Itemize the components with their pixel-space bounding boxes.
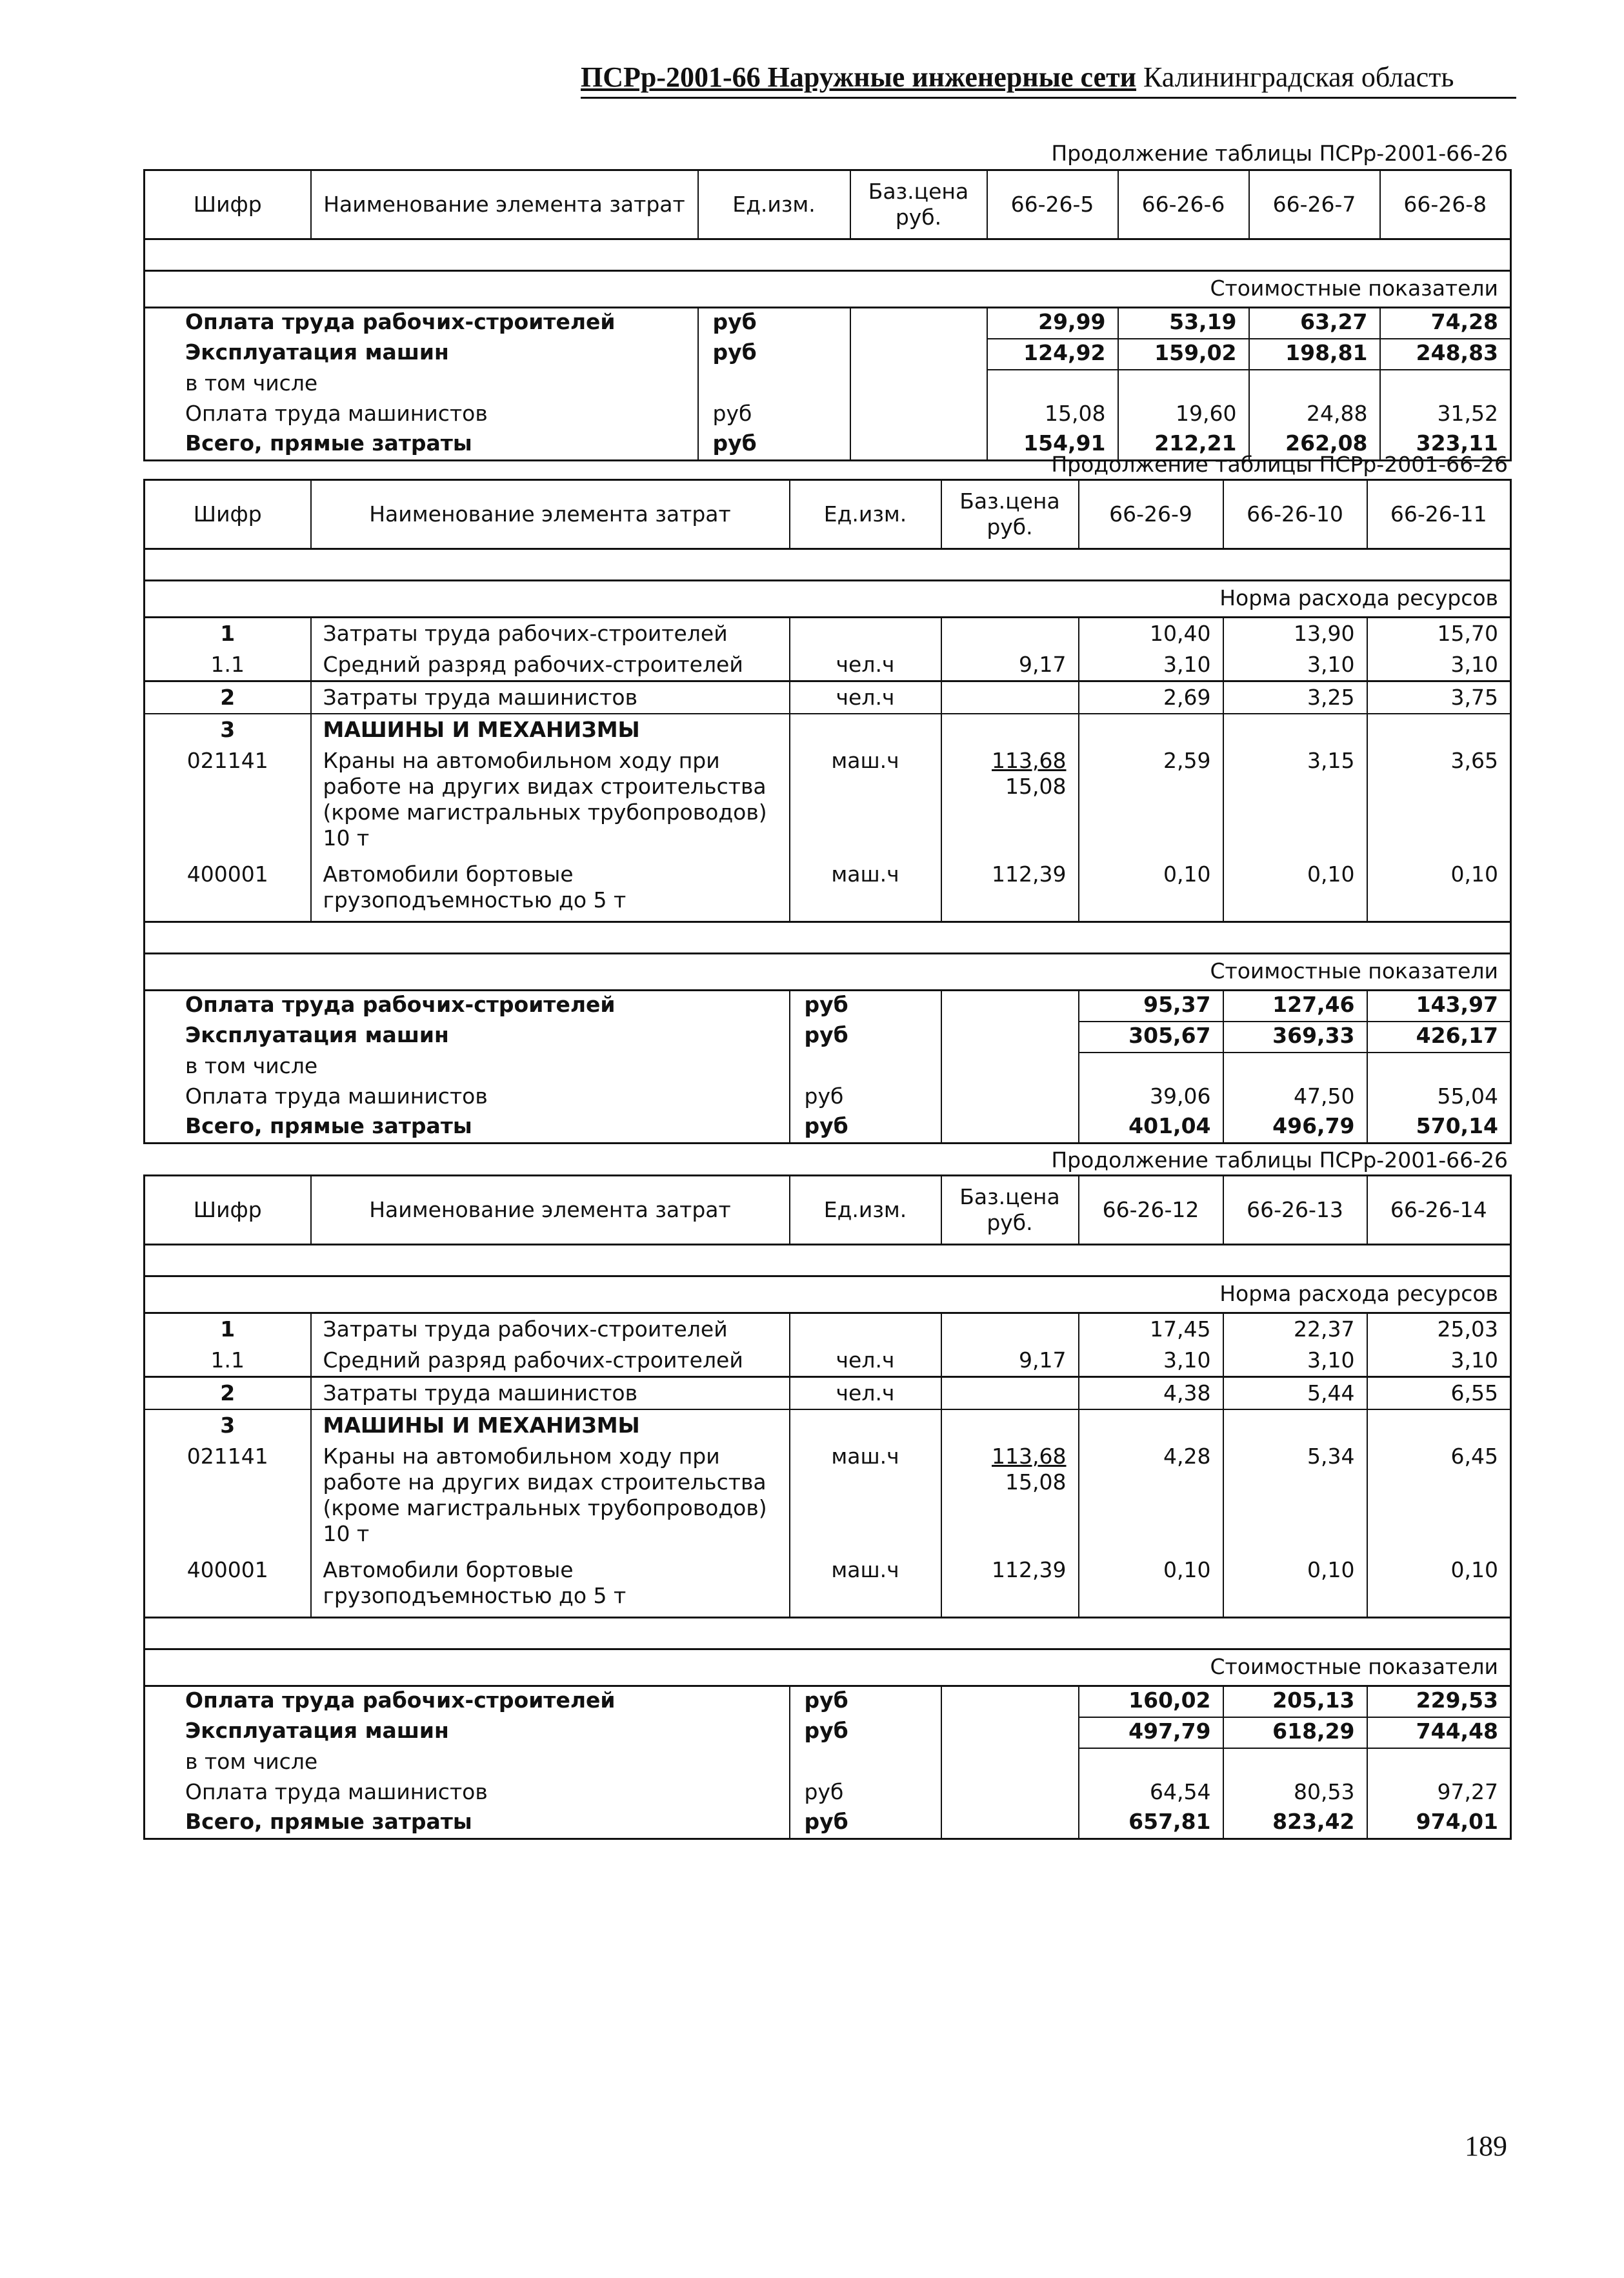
row-code: 1 xyxy=(145,1313,311,1346)
row-value xyxy=(1079,1409,1223,1441)
row-price-machinist: 15,08 xyxy=(1005,1469,1067,1495)
table1-header-row xyxy=(145,170,1511,239)
row-price xyxy=(941,649,1079,681)
row-name: МАШИНЫ И МЕХАНИЗМЫ xyxy=(311,714,790,745)
row-value: 5,44 xyxy=(1223,1377,1367,1410)
table2-blank-row-2 xyxy=(145,922,1511,954)
summary-price xyxy=(850,400,987,430)
summary-value xyxy=(1223,1053,1367,1083)
row-name: Средний разряд рабочих-строителей xyxy=(311,1345,790,1377)
summary-value: 29,99 xyxy=(987,308,1118,339)
row-value: 4,38 xyxy=(1079,1377,1223,1410)
blank-cell xyxy=(145,1245,1511,1276)
row-value: 0,10 xyxy=(1079,1555,1223,1618)
summary-value: 47,50 xyxy=(1223,1083,1367,1113)
summary-value: 212,21 xyxy=(1118,430,1249,461)
table2-summary xyxy=(145,991,1511,1144)
header-code: ПСРр-2001-66 Наружные инженерные сети xyxy=(581,61,1137,93)
section-label: Норма расхода ресурсов xyxy=(145,581,1511,618)
row-name: Краны на автомобильном ходу при работе на других видах строительства (кроме магистральных трубопроводов) 10 т xyxy=(311,745,790,859)
row-value: 3,10 xyxy=(1079,1345,1223,1377)
row-price xyxy=(941,859,1079,922)
table-row xyxy=(145,1377,1511,1410)
summary-row xyxy=(145,1686,1511,1718)
table3-summary xyxy=(145,1686,1511,1839)
table-row xyxy=(145,649,1511,681)
col-header-code-1: 66-26-5 xyxy=(987,170,1118,239)
row-value: 0,10 xyxy=(1223,1555,1367,1618)
row-price-main: 112,39 xyxy=(992,1557,1067,1582)
col-header-price: Баз.цена руб. xyxy=(941,1176,1079,1245)
summary-value xyxy=(1367,1053,1511,1083)
summary-value xyxy=(1079,1053,1223,1083)
row-value: 0,10 xyxy=(1367,859,1511,922)
summary-unit xyxy=(698,370,850,400)
summary-unit: руб xyxy=(790,1022,941,1053)
summary-name: Всего, прямые затраты xyxy=(145,1808,790,1839)
col-header-code-3: 66-26-7 xyxy=(1249,170,1380,239)
row-value: 0,10 xyxy=(1367,1555,1511,1618)
row-price xyxy=(941,1345,1079,1377)
row-price xyxy=(941,1409,1079,1441)
col-header-unit: Ед.изм. xyxy=(790,1176,941,1245)
summary-value: 63,27 xyxy=(1249,308,1380,339)
col-header-name: Наименование элемента затрат xyxy=(311,480,790,549)
summary-row xyxy=(145,1779,1511,1808)
row-value: 3,10 xyxy=(1223,1345,1367,1377)
row-price xyxy=(941,1555,1079,1618)
summary-value: 369,33 xyxy=(1223,1022,1367,1053)
table3-blank-row-2 xyxy=(145,1618,1511,1649)
row-name: Затраты труда машинистов xyxy=(311,681,790,714)
summary-price xyxy=(941,1686,1079,1718)
summary-unit: руб xyxy=(790,991,941,1022)
col-header-code: Шифр xyxy=(145,1176,311,1245)
row-name: Автомобили бортовые грузоподъемностью до 5 т xyxy=(311,859,790,922)
summary-value: 15,08 xyxy=(987,400,1118,430)
summary-price xyxy=(941,1808,1079,1839)
summary-value: 64,54 xyxy=(1079,1779,1223,1808)
table2-blank-row xyxy=(145,549,1511,581)
col-header-code-2: 66-26-6 xyxy=(1118,170,1249,239)
row-price xyxy=(941,1441,1079,1555)
row-unit: чел.ч xyxy=(790,1345,941,1377)
section-label: Стоимостные показатели xyxy=(145,954,1511,991)
summary-value: 124,92 xyxy=(987,339,1118,370)
row-value xyxy=(1223,1409,1367,1441)
summary-unit: руб xyxy=(790,1779,941,1808)
summary-unit: руб xyxy=(790,1113,941,1144)
summary-price xyxy=(941,1083,1079,1113)
page-header xyxy=(581,59,1516,99)
row-name: МАШИНЫ И МЕХАНИЗМЫ xyxy=(311,1409,790,1441)
summary-value: 31,52 xyxy=(1380,400,1511,430)
table1-caption: Продолжение таблицы ПСРр-2001-66-26 xyxy=(1051,141,1508,166)
summary-unit: руб xyxy=(698,339,850,370)
row-price xyxy=(941,1377,1079,1410)
summary-row xyxy=(145,1717,1511,1748)
table1-blank-row xyxy=(145,239,1511,271)
summary-value: 159,02 xyxy=(1118,339,1249,370)
summary-unit xyxy=(790,1748,941,1779)
table-row xyxy=(145,745,1511,859)
summary-price xyxy=(941,1053,1079,1083)
summary-name: в том числе xyxy=(145,1748,790,1779)
summary-name: в том числе xyxy=(145,370,698,400)
summary-name: Эксплуатация машин xyxy=(145,339,698,370)
row-code: 021141 xyxy=(145,1441,311,1555)
summary-row xyxy=(145,991,1511,1022)
row-price-main: 113,68 xyxy=(992,1444,1067,1469)
col-header-name: Наименование элемента затрат xyxy=(311,1176,790,1245)
row-price-main: 9,17 xyxy=(1019,652,1067,677)
row-code: 400001 xyxy=(145,859,311,922)
summary-name: Оплата труда рабочих-строителей xyxy=(145,308,698,339)
row-value: 25,03 xyxy=(1367,1313,1511,1346)
col-header-unit: Ед.изм. xyxy=(698,170,850,239)
col-header-code-1: 66-26-12 xyxy=(1079,1176,1223,1245)
col-header-code-2: 66-26-10 xyxy=(1223,480,1367,549)
summary-price xyxy=(850,339,987,370)
row-name: Средний разряд рабочих-строителей xyxy=(311,649,790,681)
row-value xyxy=(1079,714,1223,745)
summary-unit xyxy=(790,1053,941,1083)
row-code: 400001 xyxy=(145,1555,311,1618)
row-price xyxy=(941,618,1079,650)
row-price xyxy=(941,745,1079,859)
summary-unit: руб xyxy=(790,1083,941,1113)
table2-header-row xyxy=(145,480,1511,549)
summary-value: 496,79 xyxy=(1223,1113,1367,1144)
table-row xyxy=(145,1409,1511,1441)
row-unit: маш.ч xyxy=(790,745,941,859)
summary-unit: руб xyxy=(698,430,850,461)
table1 xyxy=(143,169,1512,461)
row-code: 3 xyxy=(145,1409,311,1441)
row-unit xyxy=(790,714,941,745)
summary-value xyxy=(987,370,1118,400)
summary-name: Эксплуатация машин xyxy=(145,1022,790,1053)
summary-value: 127,46 xyxy=(1223,991,1367,1022)
table3-section-row xyxy=(145,1649,1511,1686)
table-row xyxy=(145,1441,1511,1555)
row-value: 3,10 xyxy=(1367,1345,1511,1377)
row-value: 4,28 xyxy=(1079,1441,1223,1555)
row-code: 2 xyxy=(145,681,311,714)
row-value: 3,65 xyxy=(1367,745,1511,859)
row-code: 1.1 xyxy=(145,1345,311,1377)
row-value: 22,37 xyxy=(1223,1313,1367,1346)
summary-value: 95,37 xyxy=(1079,991,1223,1022)
row-unit: маш.ч xyxy=(790,859,941,922)
summary-row xyxy=(145,308,1511,339)
row-unit: маш.ч xyxy=(790,1555,941,1618)
section-label: Стоимостные показатели xyxy=(145,271,1511,308)
summary-price xyxy=(941,1779,1079,1808)
table-row xyxy=(145,714,1511,745)
summary-name: Оплата труда машинистов xyxy=(145,1779,790,1808)
summary-value xyxy=(1223,1748,1367,1779)
table3-resource-rows xyxy=(145,1313,1511,1618)
summary-value: 80,53 xyxy=(1223,1779,1367,1808)
table2-norm-row xyxy=(145,581,1511,618)
summary-value: 205,13 xyxy=(1223,1686,1367,1718)
summary-value xyxy=(1118,370,1249,400)
section-label: Стоимостные показатели xyxy=(145,1649,1511,1686)
row-name: Затраты труда рабочих-строителей xyxy=(311,1313,790,1346)
row-price-main: 112,39 xyxy=(992,862,1067,887)
summary-name: Всего, прямые затраты xyxy=(145,1113,790,1144)
row-unit xyxy=(790,1409,941,1441)
summary-value: 974,01 xyxy=(1367,1808,1511,1839)
row-value: 5,34 xyxy=(1223,1441,1367,1555)
col-header-code: Шифр xyxy=(145,170,311,239)
row-name: Затраты труда машинистов xyxy=(311,1377,790,1410)
row-value: 10,40 xyxy=(1079,618,1223,650)
table-row xyxy=(145,618,1511,650)
table2-resource-rows xyxy=(145,618,1511,922)
col-header-code-1: 66-26-9 xyxy=(1079,480,1223,549)
summary-row xyxy=(145,1113,1511,1144)
summary-price xyxy=(941,1022,1079,1053)
summary-price xyxy=(941,991,1079,1022)
table3-blank-row xyxy=(145,1245,1511,1276)
summary-value: 248,83 xyxy=(1380,339,1511,370)
header-region: Калининградская область xyxy=(1143,61,1454,93)
col-header-code-3: 66-26-11 xyxy=(1367,480,1511,549)
row-value xyxy=(1223,714,1367,745)
summary-value: 426,17 xyxy=(1367,1022,1511,1053)
row-value: 3,10 xyxy=(1079,649,1223,681)
summary-name: Оплата труда машинистов xyxy=(145,400,698,430)
summary-value: 305,67 xyxy=(1079,1022,1223,1053)
summary-value: 154,91 xyxy=(987,430,1118,461)
summary-row xyxy=(145,1083,1511,1113)
summary-row xyxy=(145,1022,1511,1053)
row-price xyxy=(941,681,1079,714)
row-value: 0,10 xyxy=(1079,859,1223,922)
summary-name: в том числе xyxy=(145,1053,790,1083)
row-value: 13,90 xyxy=(1223,618,1367,650)
row-value: 3,10 xyxy=(1223,649,1367,681)
summary-unit: руб xyxy=(790,1686,941,1718)
row-code: 2 xyxy=(145,1377,311,1410)
row-value: 2,69 xyxy=(1079,681,1223,714)
summary-value: 198,81 xyxy=(1249,339,1380,370)
row-value: 17,45 xyxy=(1079,1313,1223,1346)
table3 xyxy=(143,1174,1512,1840)
row-unit: чел.ч xyxy=(790,681,941,714)
blank-cell xyxy=(145,922,1511,954)
summary-row xyxy=(145,400,1511,430)
summary-row xyxy=(145,339,1511,370)
summary-unit: руб xyxy=(698,400,850,430)
summary-value: 55,04 xyxy=(1367,1083,1511,1113)
summary-value: 323,11 xyxy=(1380,430,1511,461)
row-value: 6,45 xyxy=(1367,1441,1511,1555)
summary-value: 53,19 xyxy=(1118,308,1249,339)
summary-value xyxy=(1079,1748,1223,1779)
row-code: 1 xyxy=(145,618,311,650)
table-row xyxy=(145,859,1511,922)
page-number: 189 xyxy=(1465,2130,1507,2162)
table2-section-row xyxy=(145,954,1511,991)
row-name: Краны на автомобильном ходу при работе на других видах строительства (кроме магистральных трубопроводов) 10 т xyxy=(311,1441,790,1555)
summary-value: 744,48 xyxy=(1367,1717,1511,1748)
col-header-name: Наименование элемента затрат xyxy=(311,170,698,239)
summary-value: 262,08 xyxy=(1249,430,1380,461)
summary-value xyxy=(1249,370,1380,400)
summary-value: 657,81 xyxy=(1079,1808,1223,1839)
summary-row xyxy=(145,1748,1511,1779)
summary-value: 497,79 xyxy=(1079,1717,1223,1748)
row-value: 0,10 xyxy=(1223,859,1367,922)
blank-cell xyxy=(145,239,1511,271)
row-unit: чел.ч xyxy=(790,649,941,681)
summary-unit: руб xyxy=(790,1717,941,1748)
summary-value: 618,29 xyxy=(1223,1717,1367,1748)
row-unit xyxy=(790,1313,941,1346)
summary-value: 74,28 xyxy=(1380,308,1511,339)
summary-value: 39,06 xyxy=(1079,1083,1223,1113)
col-header-price: Баз.цена руб. xyxy=(941,480,1079,549)
summary-value: 823,42 xyxy=(1223,1808,1367,1839)
summary-unit: руб xyxy=(698,308,850,339)
col-header-code: Шифр xyxy=(145,480,311,549)
row-name: Автомобили бортовые грузоподъемностью до 5 т xyxy=(311,1555,790,1618)
summary-name: Оплата труда машинистов xyxy=(145,1083,790,1113)
summary-name: Эксплуатация машин xyxy=(145,1717,790,1748)
blank-cell xyxy=(145,549,1511,581)
row-name: Затраты труда рабочих-строителей xyxy=(311,618,790,650)
row-price-main: 113,68 xyxy=(992,748,1067,773)
summary-price xyxy=(850,370,987,400)
summary-price xyxy=(941,1748,1079,1779)
row-value: 3,25 xyxy=(1223,681,1367,714)
row-value: 2,59 xyxy=(1079,745,1223,859)
summary-row xyxy=(145,1808,1511,1839)
row-code: 1.1 xyxy=(145,649,311,681)
summary-price xyxy=(850,308,987,339)
row-value xyxy=(1367,714,1511,745)
table-row xyxy=(145,1313,1511,1346)
summary-name: Оплата труда рабочих-строителей xyxy=(145,1686,790,1718)
table-row xyxy=(145,1345,1511,1377)
table-row xyxy=(145,1555,1511,1618)
summary-value: 229,53 xyxy=(1367,1686,1511,1718)
summary-value: 24,88 xyxy=(1249,400,1380,430)
row-unit: чел.ч xyxy=(790,1377,941,1410)
row-value: 6,55 xyxy=(1367,1377,1511,1410)
summary-value: 97,27 xyxy=(1367,1779,1511,1808)
row-value: 15,70 xyxy=(1367,618,1511,650)
table2 xyxy=(143,479,1512,1144)
col-header-code-2: 66-26-13 xyxy=(1223,1176,1367,1245)
row-value xyxy=(1367,1409,1511,1441)
table2-caption: Продолжение таблицы ПСРр-2001-66-26 xyxy=(1051,452,1508,477)
summary-price xyxy=(941,1113,1079,1144)
summary-value: 19,60 xyxy=(1118,400,1249,430)
row-price xyxy=(941,1313,1079,1346)
summary-value: 160,02 xyxy=(1079,1686,1223,1718)
row-code: 3 xyxy=(145,714,311,745)
summary-value: 143,97 xyxy=(1367,991,1511,1022)
table3-norm-row xyxy=(145,1276,1511,1313)
summary-row xyxy=(145,370,1511,400)
summary-row xyxy=(145,1053,1511,1083)
summary-value: 570,14 xyxy=(1367,1113,1511,1144)
row-value: 3,15 xyxy=(1223,745,1367,859)
row-unit xyxy=(790,618,941,650)
row-value: 3,75 xyxy=(1367,681,1511,714)
row-price xyxy=(941,714,1079,745)
col-header-price: Баз.цена руб. xyxy=(850,170,987,239)
summary-value xyxy=(1367,1748,1511,1779)
col-header-code-3: 66-26-14 xyxy=(1367,1176,1511,1245)
table3-header-row xyxy=(145,1176,1511,1245)
table1-summary xyxy=(145,308,1511,461)
summary-name: Всего, прямые затраты xyxy=(145,430,698,461)
table3-caption: Продолжение таблицы ПСРр-2001-66-26 xyxy=(1051,1147,1508,1173)
blank-cell xyxy=(145,1618,1511,1649)
summary-name: Оплата труда рабочих-строителей xyxy=(145,991,790,1022)
col-header-unit: Ед.изм. xyxy=(790,480,941,549)
table-row xyxy=(145,681,1511,714)
row-unit: маш.ч xyxy=(790,1441,941,1555)
summary-unit: руб xyxy=(790,1808,941,1839)
table1-section-row xyxy=(145,271,1511,308)
summary-value: 401,04 xyxy=(1079,1113,1223,1144)
row-price-main: 9,17 xyxy=(1019,1347,1067,1373)
section-label: Норма расхода ресурсов xyxy=(145,1276,1511,1313)
row-value: 3,10 xyxy=(1367,649,1511,681)
summary-price xyxy=(941,1717,1079,1748)
summary-value xyxy=(1380,370,1511,400)
row-price-machinist: 15,08 xyxy=(1005,774,1067,799)
col-header-code-4: 66-26-8 xyxy=(1380,170,1511,239)
row-code: 021141 xyxy=(145,745,311,859)
